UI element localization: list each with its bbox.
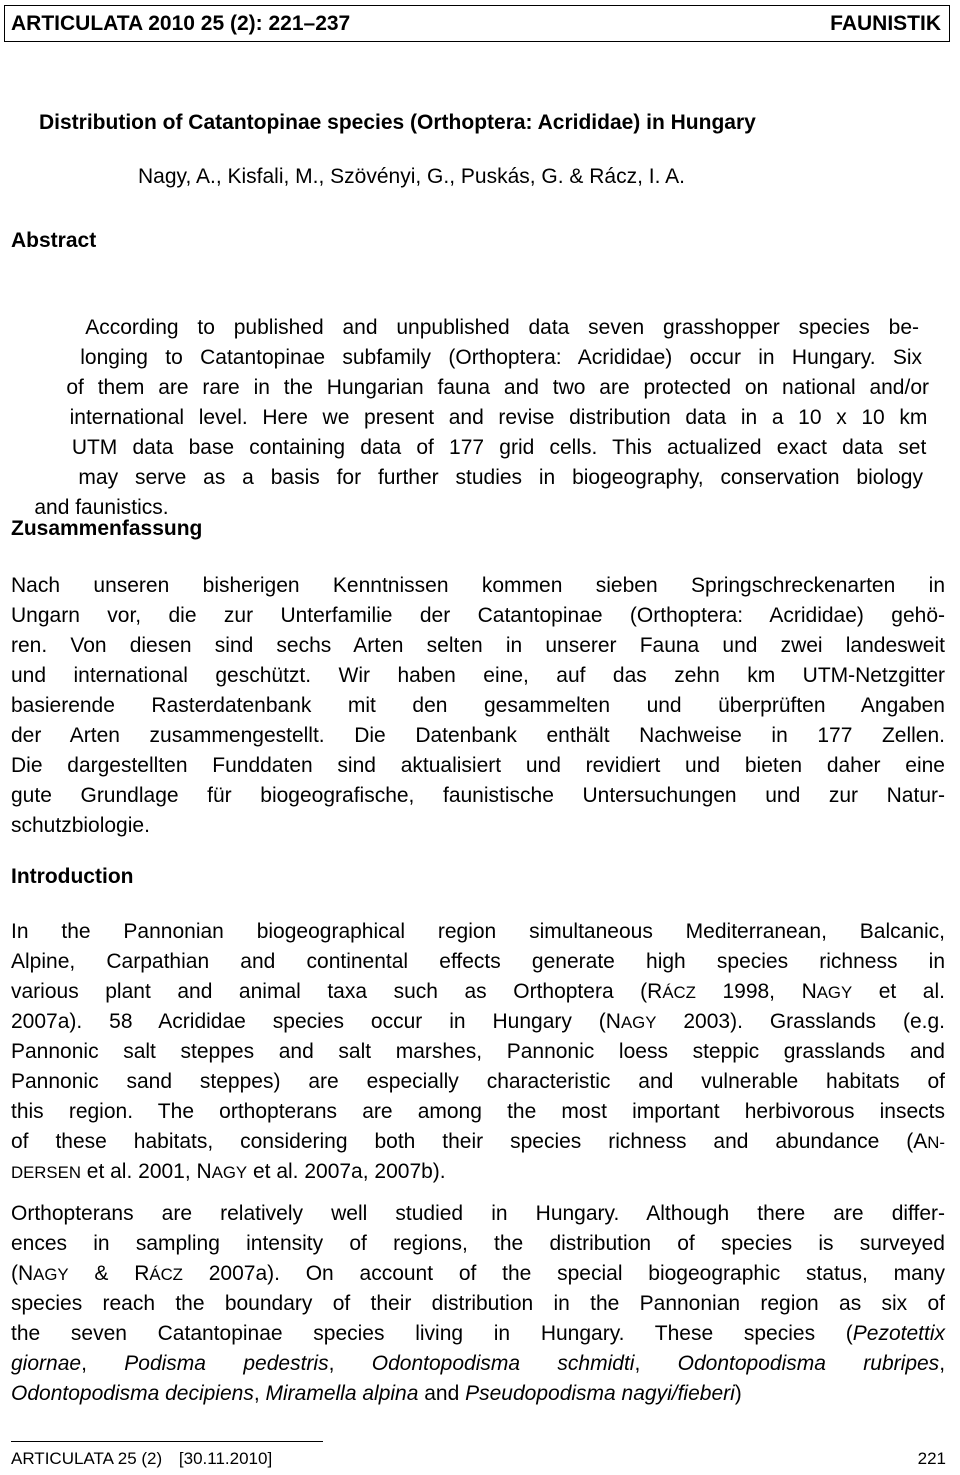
page-number: 221 (917, 1449, 946, 1468)
zusammenfassung-body (11, 571, 945, 841)
author-smallcaps: AGY (211, 1163, 248, 1182)
zusammenfassung-line (11, 691, 945, 721)
text-run: species reach the boundary of their distribution in the Pannonian region as six of (11, 1292, 945, 1315)
paragraph-line (11, 1229, 945, 1259)
author-smallcaps: AGY (620, 1013, 657, 1032)
text-run: 2007a). 58 Acrididae species occur in Hungary (N (11, 1010, 621, 1033)
paragraph-line (11, 1127, 945, 1157)
line-text: und international geschützt. Wir haben eine, auf das zehn km UTM-Netzgitter (11, 664, 945, 687)
text-run: ) (734, 1382, 742, 1405)
species-name: Pezotettix (852, 1322, 945, 1345)
line-text: According to published and unpublished data seven grasshopper species be- (85, 316, 919, 339)
author-smallcaps: AGY (33, 1265, 69, 1284)
zusammenfassung-line (11, 631, 945, 661)
zusammenfassung-line (11, 751, 945, 781)
paragraph-line (11, 1157, 945, 1187)
author-smallcaps: ÁCZ (662, 983, 696, 1002)
text-run: 1998, N (695, 980, 817, 1003)
journal-citation: ARTICULATA 2010 25 (2): 221–237 (11, 11, 351, 35)
introduction-paragraph-2 (11, 1199, 945, 1409)
introduction-heading: Introduction (11, 865, 134, 888)
text-run: In the Pannonian biogeographical region simultaneous Mediterranean, Balcanic, (11, 920, 945, 943)
paragraph-line (11, 917, 945, 947)
line-text: ren. Von diesen sind sechs Arten selten in unserer Fauna und zwei landesweit (11, 634, 945, 657)
text-run: et al. 2007a, 2007b). (247, 1160, 446, 1183)
line-text: gute Grundlage für biogeografische, faunistische Untersuchungen und zur Natur- (11, 784, 945, 807)
species-name: Odontopodisma rubripes (677, 1352, 940, 1375)
text-run: , (634, 1352, 678, 1375)
line-text: Die dargestellten Funddaten sind aktualisiert und revidiert und bieten daher eine (11, 754, 945, 777)
zusammenfassung-line (11, 571, 945, 601)
text-run: Pannonic salt steppes and salt marshes, Pannonic loess steppic grasslands and (11, 1040, 945, 1063)
text-run: 2003). Grasslands (e.g. (656, 1010, 946, 1033)
line-text: and faunistics. (34, 496, 169, 519)
section-label: FAUNISTIK (830, 11, 941, 35)
zusammenfassung-line (11, 781, 945, 811)
line-text: longing to Catantopinae subfamily (Orthoptera: Acrididae) occur in Hungary. Six (80, 346, 923, 369)
species-name: Pseudopodisma nagyi/fieberi (465, 1382, 735, 1405)
paragraph-line (11, 1379, 945, 1409)
paragraph-line (11, 1067, 945, 1097)
paragraph-line (11, 1259, 945, 1289)
text-run: Pannonic sand steppes) are especially characteristic and vulnerable habitats of (11, 1070, 945, 1093)
species-name: Odontopodisma decipiens (11, 1382, 254, 1405)
line-text: of them are rare in the Hungarian fauna and two are protected on national and/or (66, 376, 929, 399)
text-run: (N (11, 1262, 34, 1285)
line-text: international level. Here we present and revise distribution data in a 10 x 10 km (69, 406, 928, 429)
text-run: various plant and animal taxa such as Orthoptera (R (11, 980, 663, 1003)
line-text: schutzbiologie. (11, 814, 150, 837)
text-run: , (81, 1352, 125, 1375)
paragraph-line (11, 1007, 945, 1037)
author-smallcaps: AGY (816, 983, 853, 1002)
text-run: , (939, 1352, 946, 1375)
species-name: Odontopodisma schmidti (371, 1352, 635, 1375)
paragraph-line (11, 1319, 945, 1349)
zusammenfassung-line (11, 811, 945, 841)
text-run: et al. 2001, N (80, 1160, 212, 1183)
introduction-paragraph-1 (11, 917, 945, 1187)
text-run: of these habitats, considering both their species richness and abundance (A (11, 1130, 928, 1153)
paragraph-line (11, 1199, 945, 1229)
paragraph-line (11, 947, 945, 977)
text-run: this region. The orthopterans are among the most important herbivorous insects (11, 1100, 945, 1123)
text-run: ences in sampling intensity of regions, the distribution of species is surveyed (11, 1232, 945, 1255)
paragraph-line (11, 1289, 945, 1319)
author-smallcaps: DERSEN (11, 1163, 81, 1182)
species-name: Miramella alpina (265, 1382, 419, 1405)
paragraph-line (11, 1097, 945, 1127)
paragraph-line (11, 1037, 945, 1067)
paper-authors: Nagy, A., Kisfali, M., Szövényi, G., Puskás, G. & Rácz, I. A. (138, 165, 685, 188)
text-run: , (253, 1382, 266, 1405)
line-text: Ungarn vor, die zur Unterfamilie der Catantopinae (Orthoptera: Acrididae) gehö- (11, 604, 945, 627)
zusammenfassung-line (11, 601, 945, 631)
line-text: der Arten zusammengestellt. Die Datenbank enthält Nachweise in 177 Zellen. (11, 724, 945, 747)
line-text: UTM data base containing data of 177 grid cells. This actualized exact data set (71, 436, 927, 459)
abstract-heading: Abstract (11, 229, 97, 252)
zusammenfassung-line (11, 721, 945, 751)
text-run: 2007a). On account of the special biogeographic status, many (182, 1262, 946, 1285)
text-run: Alpine, Carpathian and continental effects generate high species richness in (11, 950, 945, 973)
text-run: et al. (852, 980, 945, 1003)
line-text: may serve as a basis for further studies in biogeography, conservation biology (78, 466, 923, 489)
footer-citation (11, 1449, 272, 1469)
author-smallcaps: ÁCZ (149, 1265, 183, 1284)
footer-date: [30.11.2010] (178, 1449, 273, 1468)
text-run: and (418, 1382, 466, 1405)
paragraph-line (11, 977, 945, 1007)
paragraph-line (11, 1349, 945, 1379)
zusammenfassung-heading: Zusammenfassung (11, 517, 203, 540)
abstract-body (11, 283, 945, 519)
text-run: the seven Catantopinae species living in Hungary. These species ( (11, 1322, 853, 1345)
abstract-line (11, 283, 945, 339)
text-run: , (328, 1352, 372, 1375)
text-run: & R (68, 1262, 150, 1285)
line-text: basierende Rasterdatenbank mit den gesammelten und überprüften Angaben (11, 694, 945, 717)
running-header (4, 5, 950, 42)
text-run: Orthopterans are relatively well studied in Hungary. Although there are differ- (11, 1202, 945, 1225)
species-name: giornae (11, 1352, 82, 1375)
paper-title: Distribution of Catantopinae species (Orthoptera: Acrididae) in Hungary (39, 111, 756, 134)
zusammenfassung-line (11, 661, 945, 691)
author-smallcaps: N- (927, 1133, 945, 1152)
footer-rule (11, 1441, 323, 1442)
line-text: Nach unseren bisherigen Kenntnissen kommen sieben Springschreckenarten in (11, 574, 945, 597)
footer-journal: ARTICULATA 25 (2) (11, 1449, 163, 1468)
species-name: Podisma pedestris (124, 1352, 329, 1375)
